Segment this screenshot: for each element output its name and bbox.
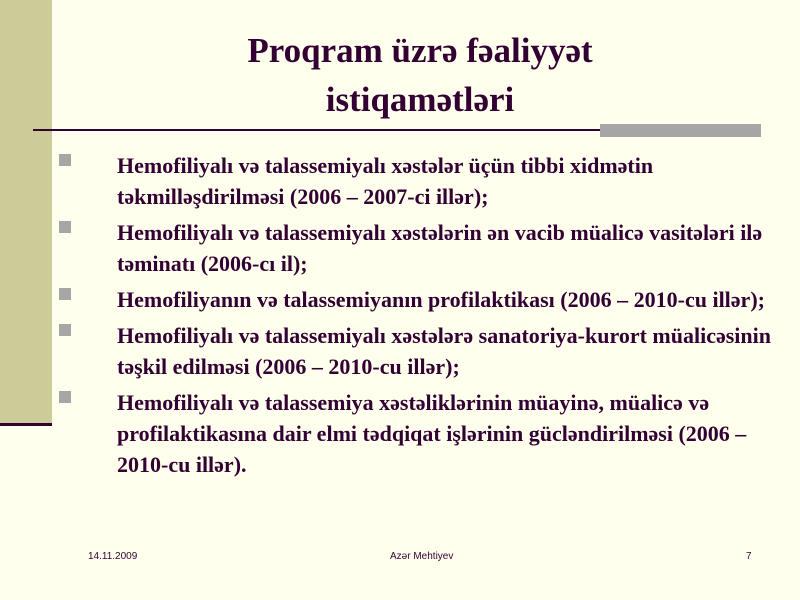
square-bullet-icon xyxy=(59,154,71,166)
square-bullet-icon xyxy=(59,391,71,403)
bullet-item xyxy=(56,150,776,212)
bullet-text: Hemofiliyalı və talassemiyalı xəstələr üçün tibbi xidmətin təkmilləşdirilməsi (2006 – 2007-ci illər); xyxy=(117,153,654,209)
title-divider-accent xyxy=(600,124,761,137)
square-bullet-icon xyxy=(59,288,71,300)
bullet-text: Hemofiliyanın və talassemiyanın profilaktikası (2006 – 2010-cu illər); xyxy=(117,287,765,312)
bullet-text: Hemofiliyalı və talassemiyalı xəstələrə sanatoriya-kurort müalicəsinin təşkil edilməsi (2006 – 2010-cu illər); xyxy=(117,323,771,379)
bullet-list xyxy=(56,150,776,485)
square-bullet-icon xyxy=(59,221,71,233)
slide-number: 7 xyxy=(746,551,752,562)
slide-title-line-1: Proqram üzrə fəaliyyət xyxy=(247,31,593,70)
left-accent-band xyxy=(0,0,52,425)
left-band-underline xyxy=(0,423,52,426)
bullet-item xyxy=(56,320,776,382)
footer-date: 14.11.2009 xyxy=(88,551,138,562)
bullet-text: Hemofiliyalı və talassemiyalı xəstələrin ən vacib müalicə vasitələri ilə təminatı (2006-cı il); xyxy=(117,220,763,276)
bullet-item xyxy=(56,217,776,279)
footer-author: Azər Mehtiyev xyxy=(390,551,454,562)
bullet-text: Hemofiliyalı və talassemiya xəstəliklərinin müayinə, müalicə və profilaktikasına dair elmi tədqiqat işlərinin gücləndirilməsi (2006 – 2010-cu illər). xyxy=(117,390,747,477)
square-bullet-icon xyxy=(59,324,71,336)
bullet-item xyxy=(56,387,776,480)
slide-title-line-2: istiqamətləri xyxy=(325,80,515,119)
slide-title xyxy=(60,26,780,124)
bullet-item xyxy=(56,284,776,315)
